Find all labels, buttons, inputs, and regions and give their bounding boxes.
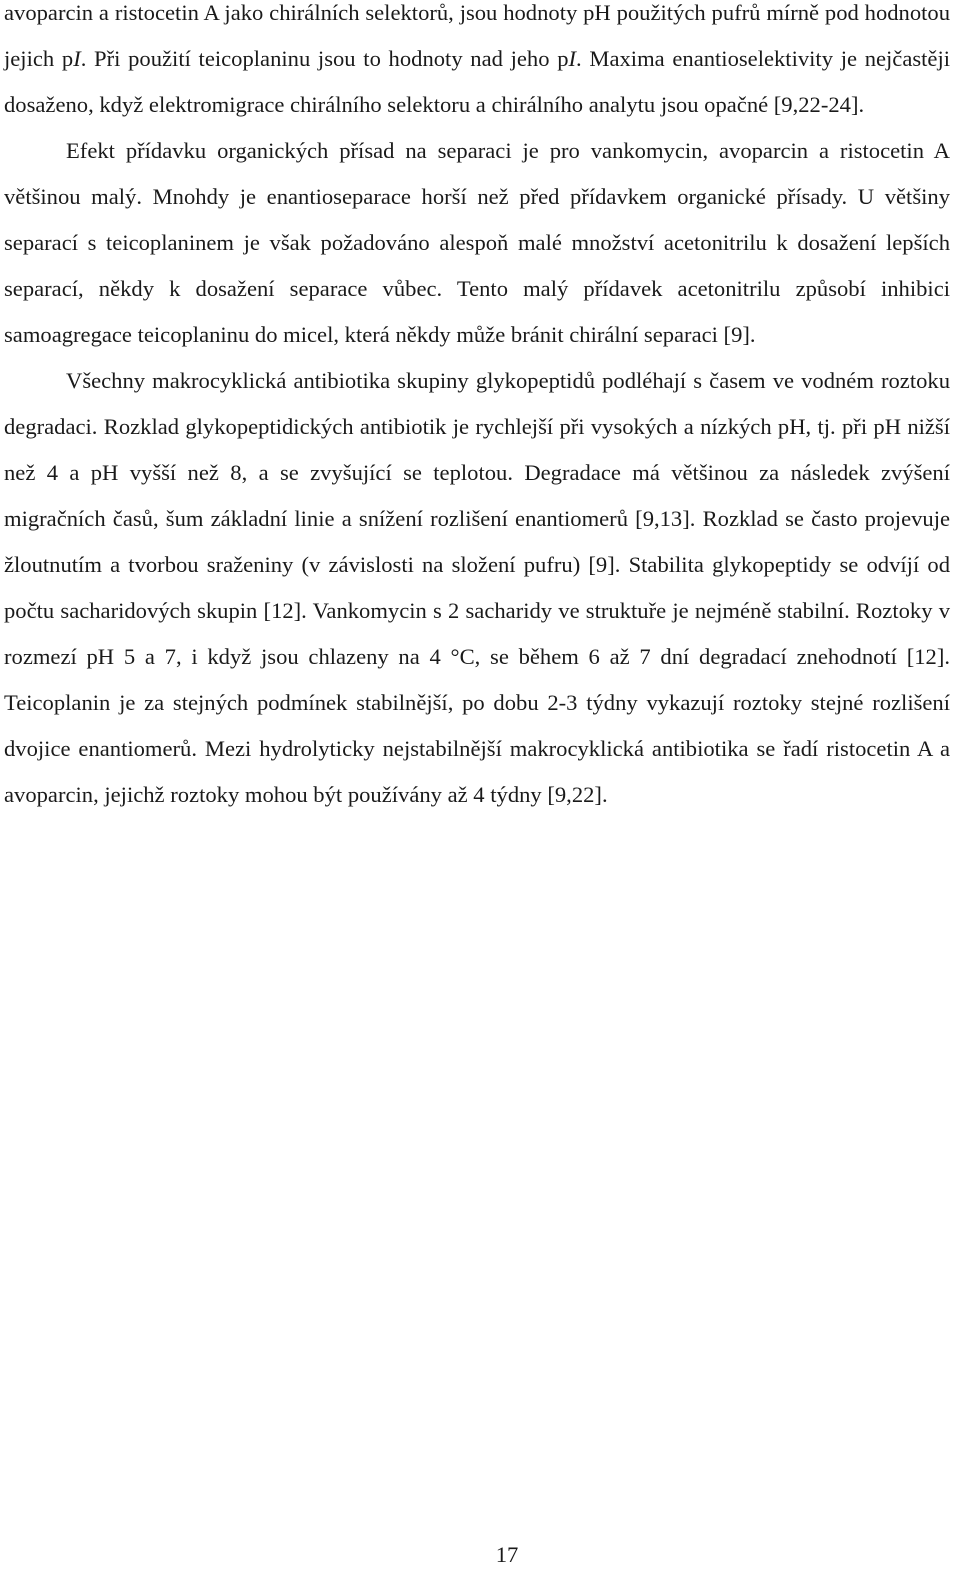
paragraph-3: Všechny makrocyklická antibiotika skupiny glykopeptidů podléhají s časem ve vodném roztoku degradaci. Rozklad glykopeptidických antibiotik je rychlejší při vysokých a nízkých pH, tj. při pH nižší než 4 a pH vyšší než 8, a se zvyšující se teplotou. Degradace má většinou za následek zvýšení migračních časů, šum základní linie a snížení rozlišení enantiomerů [9,13]. Rozklad se často projevuje žloutnutím a tvorbou sraženiny (v závislosti na složení pufru) [9]. Stabilita glykopeptidy se odvíjí od počtu sacharidových skupin [12]. Vankomycin s 2 sacharidy ve struktuře je nejméně stabilní. Roztoky v rozmezí pH 5 a 7, i když jsou chlazeny na 4 °C, se během 6 až 7 dní degradací znehodnotí [12]. Teicoplanin je za stejných podmínek stabilnější, po dobu 2-3 týdny vykazují roztoky stejné rozlišení dvojice enantiomerů. Mezi hydrolyticky nejstabilnější makrocyklická antibiotika se řadí ristocetin A a avoparcin, jejichž roztoky mohou být používány až 4 týdny [9,22]. — [4, 368, 950, 807]
paragraph-1-part-1: avoparcin a ristocetin A jako chirálních selektorů, jsou hodnoty pH použitých pufrů mírně pod hodnotou jejich p — [4, 0, 950, 71]
page-number: 17 — [495, 1542, 519, 1567]
paragraph-2: Efekt přídavku organických přísad na separaci je pro vankomycin, avoparcin a ristocetin A většinou malý. Mnohdy je enantioseparace horší než před přídavkem organické přísady. U většiny separací s teicoplaninem je však požadováno alespoň malé množství acetonitrilu k dosažení lepších separací, někdy k dosažení separace vůbec. Tento malý přídavek acetonitrilu způsobí inhibici samoagregace teicoplaninu do micel, která někdy může bránit chirální separaci [9]. — [4, 138, 950, 347]
paragraph-1 — [4, 0, 950, 128]
isoelectric-point-subscript-2: I — [568, 46, 577, 71]
document-page — [4, 0, 950, 818]
isoelectric-point-subscript-1: I — [73, 46, 81, 71]
paragraph-1-part-3: . Maxima enantioselektivity je nejčastěji dosaženo, když elektromigrace chirálního selektoru a chirálního analytu jsou opačné [9,22-24]. — [4, 46, 951, 117]
paragraph-1-part-2: . Při použití teicoplaninu jsou to hodnoty nad jeho p — [80, 46, 569, 71]
